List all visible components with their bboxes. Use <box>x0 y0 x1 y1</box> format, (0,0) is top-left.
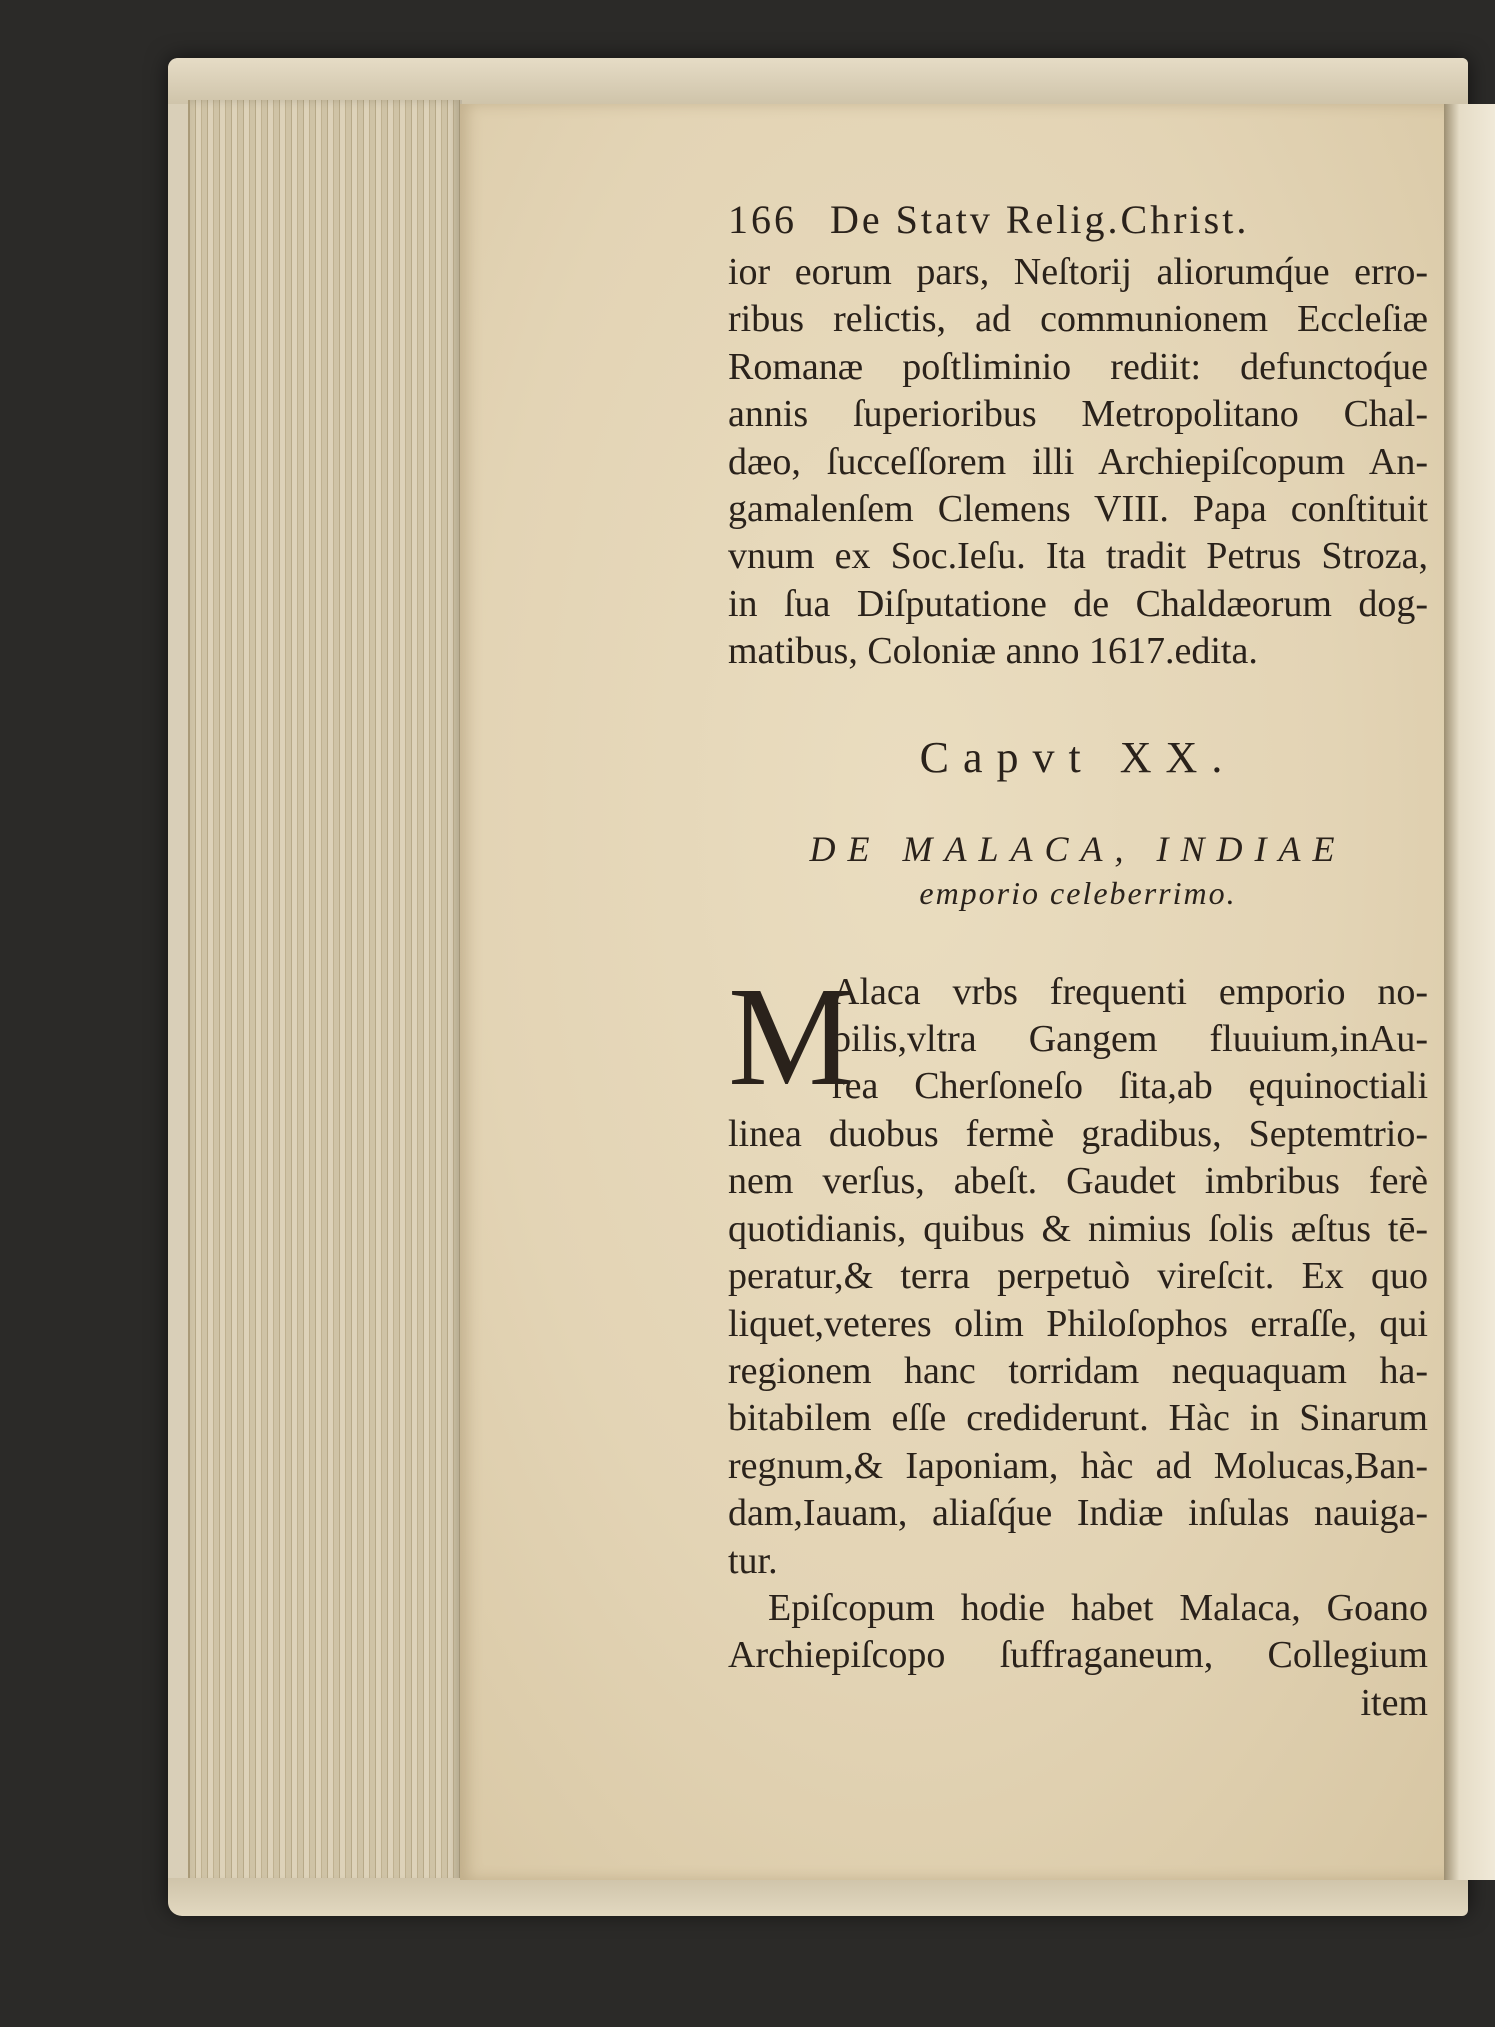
text-line: regionem hanc torridam nequaquam ha- <box>728 1349 1428 1392</box>
book-cover-top-edge <box>168 58 1468 104</box>
drop-cap: M <box>728 956 855 1115</box>
text-line: ior eorum pars, Neſtorij aliorumq́ue erro- <box>728 251 1428 293</box>
chapter-subtitle-line-2: emporio celeberrimo. <box>919 874 1237 911</box>
text-line: tur. <box>728 1539 778 1582</box>
page-number: 166 <box>728 197 797 242</box>
facing-page-edge <box>1444 104 1495 1880</box>
chapter-subtitle: DE MALACA, INDIAE <box>809 828 1347 869</box>
running-title: De Statv Relig.Christ. <box>830 197 1250 242</box>
text-line: gamalenſem Clemens VIII. Papa conſtituit <box>728 488 1428 531</box>
text-line: Alaca vrbs frequenti emporio no- <box>832 970 1428 1013</box>
intro-paragraph <box>728 249 1428 676</box>
running-header <box>728 196 1428 243</box>
paragraph-episcopum <box>728 1585 1428 1680</box>
text-line: bilis,vltra Gangem fluuium,inAu- <box>832 1018 1428 1061</box>
text-line: liquet,veteres olim Philoſophos erraſſe, qui <box>728 1302 1428 1345</box>
text-line: ribus relictis, ad communionem Eccleſiæ <box>728 298 1428 341</box>
chapter-heading: Capvt XX. <box>919 732 1237 782</box>
text-line: nem verſus, abeſt. Gaudet imbribus ferè <box>728 1160 1428 1203</box>
text-line: matibus, Coloniæ anno 1617.edita. <box>728 630 1258 673</box>
text-line: regnum,& Iaponiam, hàc ad Molucas,Ban- <box>728 1444 1428 1487</box>
text-line: linea duobus fermè gradibus, Septemtrio- <box>728 1112 1428 1155</box>
text-line: vnum ex Soc.Ieſu. Ita tradit Petrus Stroza, <box>728 535 1428 578</box>
page-text <box>728 196 1428 1727</box>
text-line: in ſua Diſputatione de Chaldæorum dog- <box>728 582 1428 625</box>
text-line: peratur,& terra perpetuò vireſcit. Ex quo <box>728 1255 1428 1298</box>
paragraph-malaca <box>728 956 1428 1585</box>
text-line: Romanæ poſtliminio rediit: defunctoq́ue <box>728 345 1428 388</box>
catchword: item <box>1360 1681 1428 1724</box>
text-line: dam,Iauam, aliaſq́ue Indiæ inſulas nauiga- <box>728 1492 1428 1535</box>
text-line: rea Cherſoneſo ſita,ab ęquinoctiali <box>832 1065 1428 1108</box>
text-line: annis ſuperioribus Metropolitano Chal- <box>728 393 1428 436</box>
book-cover-bottom-edge <box>168 1878 1468 1916</box>
text-line: Archiepiſcopo ſuffraganeum, Collegium <box>728 1634 1428 1677</box>
text-line: quotidianis, quibus & nimius ſolis æſtus tē- <box>728 1207 1428 1250</box>
page-edges <box>188 100 462 1885</box>
text-line: bitabilem eſſe crediderunt. Hàc in Sinarum <box>728 1397 1428 1440</box>
text-line: dæo, ſucceſſorem illi Archiepiſcopum An- <box>728 440 1428 483</box>
text-line: Epiſcopum hodie habet Malaca, Goano <box>768 1586 1428 1629</box>
